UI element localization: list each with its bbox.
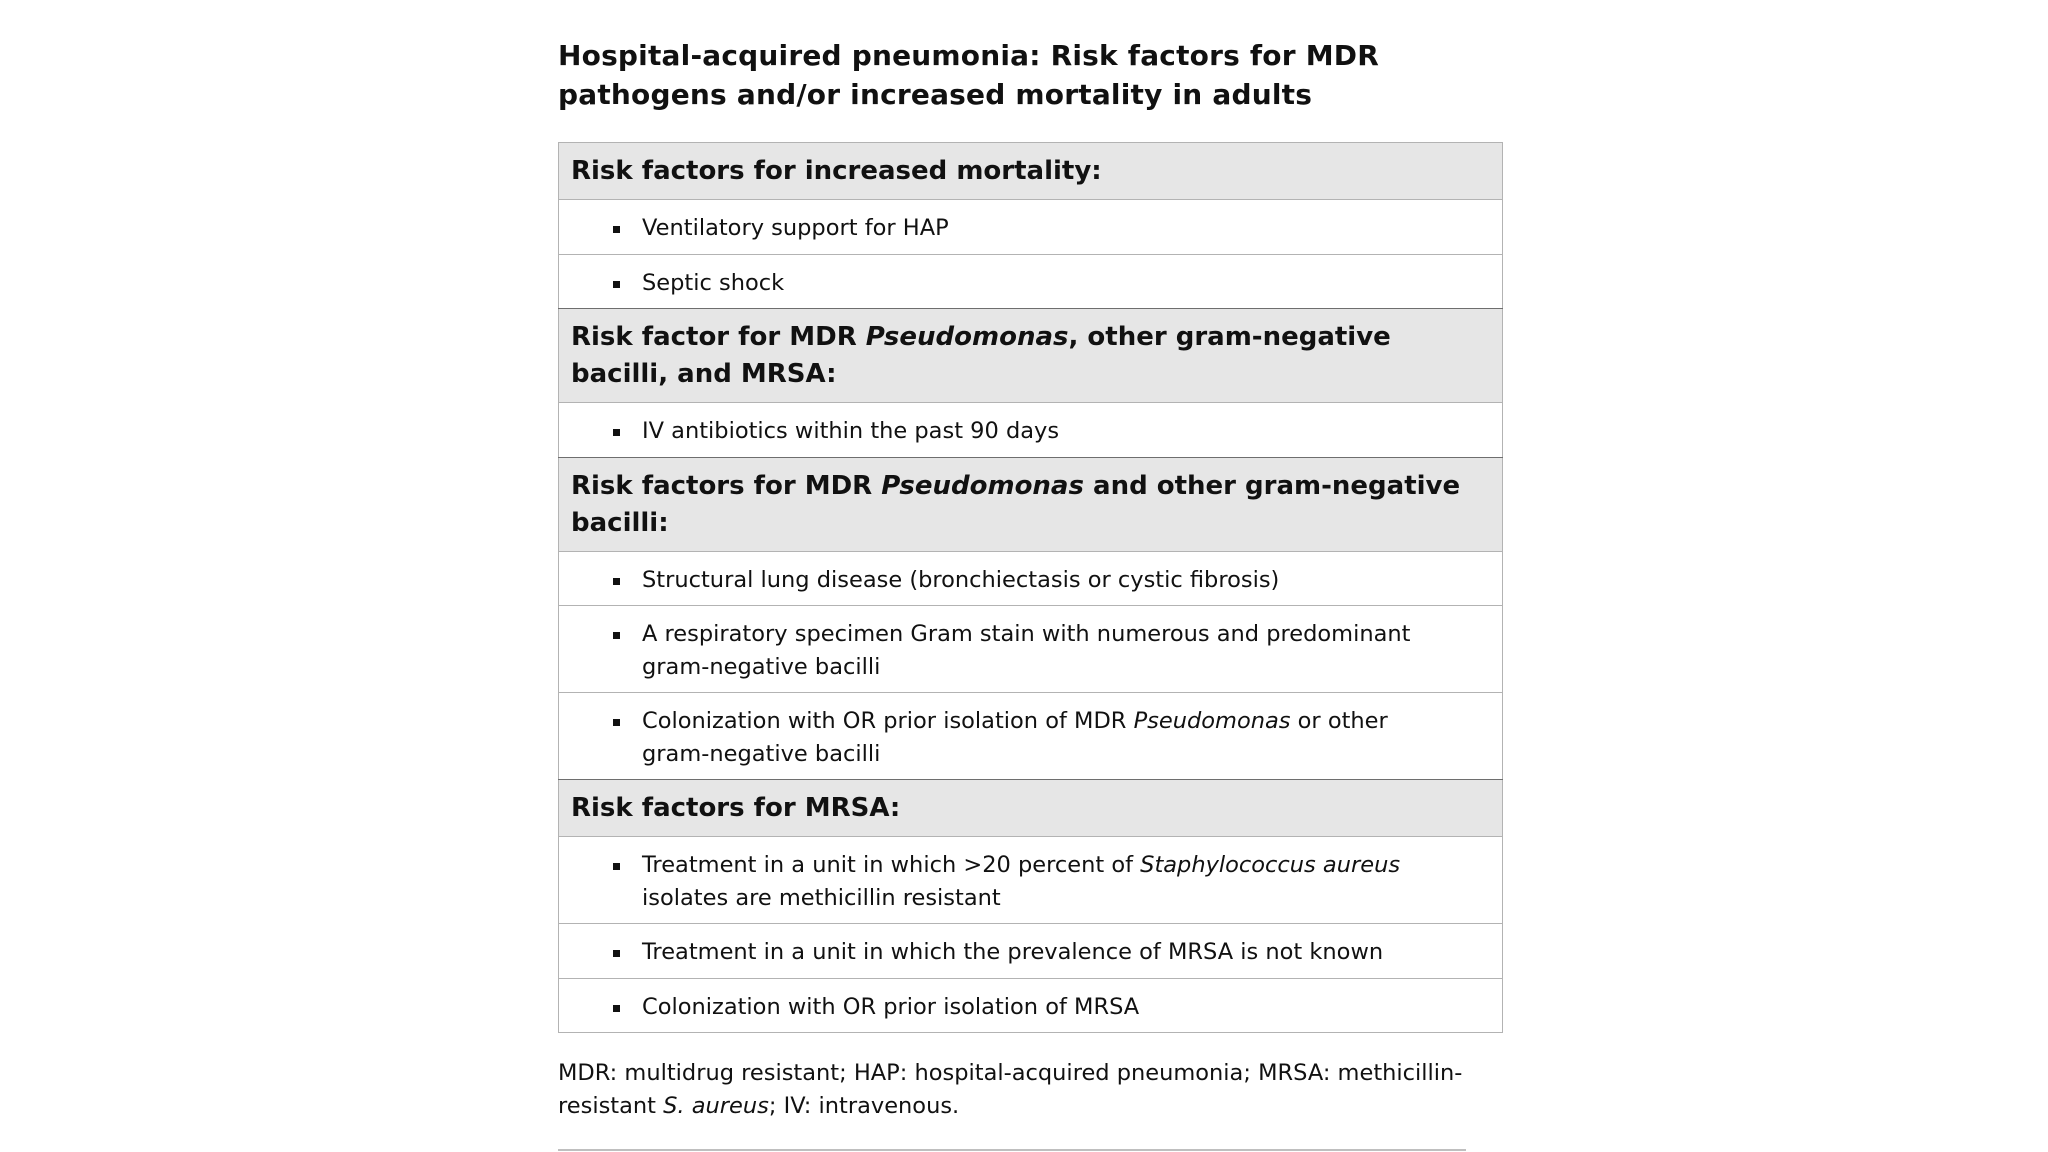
section-header: [559, 143, 1503, 200]
table-row: [559, 924, 1503, 979]
bullet-square-icon: [613, 950, 620, 957]
italic-term: S. aureus: [663, 1093, 769, 1119]
list-item: [559, 837, 1503, 924]
text-run: Risk factor for MDR: [571, 322, 866, 352]
text-run: and other gram-negative bacilli:: [571, 470, 1461, 538]
document-page: [558, 36, 1503, 1151]
footnote: [558, 1057, 1503, 1123]
text-run: Septic shock: [642, 269, 785, 296]
bullet-square-icon: [613, 429, 620, 436]
risk-table-body: [559, 143, 1503, 1033]
italic-term: Staphylococcus aureus: [1140, 852, 1401, 878]
bullet-square-icon: [613, 719, 620, 726]
text-run: Treatment in a unit in which the prevalence of MRSA is not known: [642, 939, 1384, 965]
bullet-square-icon: [613, 281, 620, 288]
list-item: [559, 551, 1503, 606]
list-item: [559, 606, 1503, 693]
list-item: [559, 200, 1503, 255]
text-run: A respiratory specimen Gram stain with numerous and predominant gram-negative bacilli: [642, 621, 1411, 680]
risk-factors-table: [558, 142, 1503, 1033]
table-row: [559, 200, 1503, 255]
text-run: isolates are methicillin resistant: [642, 884, 1001, 911]
text-run: Colonization with OR prior isolation of MRSA: [642, 993, 1140, 1020]
table-row: [559, 606, 1503, 693]
section-header-row: [559, 309, 1503, 403]
table-row: [559, 551, 1503, 606]
list-item: [559, 924, 1503, 979]
table-row: [559, 978, 1503, 1033]
text-run: Risk factors for MDR: [571, 470, 882, 501]
section-header: [559, 457, 1503, 551]
page-title: Hospital-acquired pneumonia: Risk factors for MDR pathogens and/or increased mortality in adults: [558, 39, 1379, 111]
list-item: [559, 403, 1503, 458]
bullet-square-icon: [613, 1005, 620, 1012]
list-item: [559, 978, 1503, 1033]
text-run: , other gram-negative bacilli, and MRSA:: [571, 322, 1391, 389]
text-run: Colonization with OR prior isolation of MDR: [642, 708, 1134, 734]
section-header: [559, 780, 1503, 837]
table-row: [559, 403, 1503, 458]
text-run: Risk factors for MRSA:: [571, 793, 901, 823]
italic-term: Pseudomonas: [881, 470, 1084, 501]
section-header-row: [559, 780, 1503, 837]
bullet-square-icon: [613, 226, 620, 233]
text-run: ; IV: intravenous.: [768, 1093, 960, 1119]
section-header-row: [559, 457, 1503, 551]
bullet-square-icon: [613, 578, 620, 585]
section-header-row: [559, 143, 1503, 200]
text-run: Treatment in a unit in which >20 percent of: [642, 852, 1141, 878]
italic-term: Pseudomonas: [1133, 708, 1291, 734]
list-item: [559, 693, 1503, 780]
text-run: Risk factors for increased mortality:: [571, 156, 1102, 186]
list-item: [559, 254, 1503, 309]
text-run: MDR: multidrug resistant; HAP: hospital-acquired pneumonia; MRSA: methicillin-resistant: [558, 1060, 1463, 1119]
table-row: [559, 693, 1503, 780]
table-row: [559, 254, 1503, 309]
bullet-square-icon: [613, 632, 620, 639]
bottom-divider: [558, 1149, 1466, 1151]
italic-term: Pseudomonas: [865, 322, 1069, 352]
section-header: [559, 309, 1503, 403]
text-run: Ventilatory support for HAP: [642, 215, 949, 241]
bullet-square-icon: [613, 863, 620, 870]
text-run: or other gram-negative bacilli: [642, 708, 1388, 767]
table-row: [559, 837, 1503, 924]
text-run: IV antibiotics within the past 90 days: [642, 418, 1060, 444]
text-run: Structural lung disease (bronchiectasis or cystic fibrosis): [642, 566, 1280, 593]
